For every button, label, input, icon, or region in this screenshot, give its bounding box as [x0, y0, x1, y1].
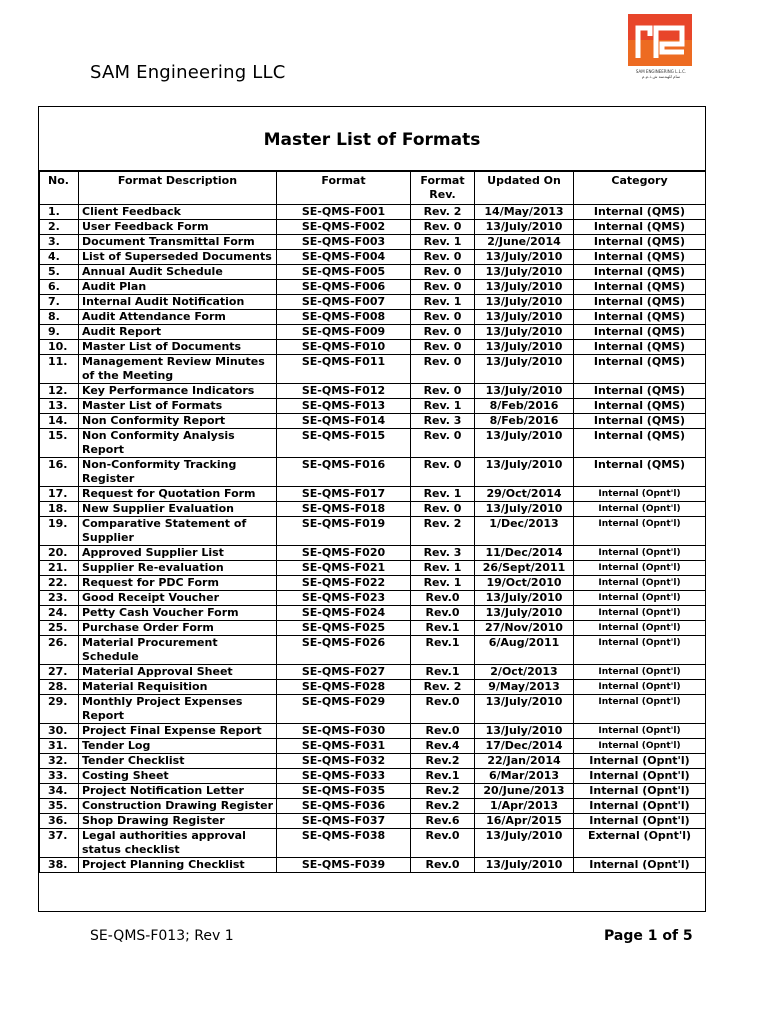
format-code: SE-QMS-F030 [277, 724, 411, 739]
table-row [40, 205, 706, 220]
format-description: Audit Report [79, 325, 277, 340]
updated-on: 22/Jan/2014 [475, 754, 574, 769]
format-description: Non Conformity Analysis Report [79, 429, 277, 458]
format-revision: Rev. 0 [411, 325, 475, 340]
category: Internal (QMS) [574, 399, 706, 414]
table-row [40, 754, 706, 769]
format-revision: Rev. 0 [411, 250, 475, 265]
format-code: SE-QMS-F032 [277, 754, 411, 769]
table-row [40, 220, 706, 235]
format-code: SE-QMS-F027 [277, 665, 411, 680]
table-row [40, 517, 706, 546]
format-code: SE-QMS-F011 [277, 355, 411, 384]
row-number: 19. [40, 517, 79, 546]
format-description: Internal Audit Notification [79, 295, 277, 310]
table-row [40, 680, 706, 695]
row-number: 36. [40, 814, 79, 829]
format-revision: Rev.0 [411, 695, 475, 724]
format-revision: Rev. 0 [411, 265, 475, 280]
format-description: Project Final Expense Report [79, 724, 277, 739]
format-code: SE-QMS-F020 [277, 546, 411, 561]
format-code: SE-QMS-F016 [277, 458, 411, 487]
table-row [40, 355, 706, 384]
category: Internal (Opnt'l) [574, 858, 706, 873]
column-header-description: Format Description [79, 172, 277, 205]
category: Internal (Opnt'l) [574, 591, 706, 606]
format-description: Project Notification Letter [79, 784, 277, 799]
row-number: 10. [40, 340, 79, 355]
format-code: SE-QMS-F005 [277, 265, 411, 280]
updated-on: 11/Dec/2014 [475, 546, 574, 561]
format-revision: Rev. 3 [411, 414, 475, 429]
updated-on: 13/July/2010 [475, 591, 574, 606]
category: Internal (QMS) [574, 265, 706, 280]
updated-on: 13/July/2010 [475, 695, 574, 724]
updated-on: 13/July/2010 [475, 265, 574, 280]
format-revision: Rev. 1 [411, 561, 475, 576]
format-code: SE-QMS-F018 [277, 502, 411, 517]
row-number: 22. [40, 576, 79, 591]
format-description: Material Procurement Schedule [79, 636, 277, 665]
updated-on: 8/Feb/2016 [475, 414, 574, 429]
format-revision: Rev.1 [411, 636, 475, 665]
updated-on: 13/July/2010 [475, 384, 574, 399]
row-number: 7. [40, 295, 79, 310]
category: Internal (Opnt'l) [574, 665, 706, 680]
table-row [40, 502, 706, 517]
format-revision: Rev. 1 [411, 295, 475, 310]
table-row [40, 325, 706, 340]
category: Internal (Opnt'l) [574, 754, 706, 769]
category: Internal (Opnt'l) [574, 636, 706, 665]
row-number: 28. [40, 680, 79, 695]
updated-on: 20/June/2013 [475, 784, 574, 799]
format-code: SE-QMS-F003 [277, 235, 411, 250]
format-description: Purchase Order Form [79, 621, 277, 636]
category: Internal (QMS) [574, 310, 706, 325]
format-description: Request for Quotation Form [79, 487, 277, 502]
category: Internal (Opnt'l) [574, 799, 706, 814]
format-revision: Rev. 2 [411, 205, 475, 220]
format-revision: Rev.0 [411, 724, 475, 739]
updated-on: 2/Oct/2013 [475, 665, 574, 680]
table-row [40, 458, 706, 487]
format-revision: Rev. 3 [411, 546, 475, 561]
format-code: SE-QMS-F036 [277, 799, 411, 814]
table-row [40, 235, 706, 250]
format-description: Master List of Formats [79, 399, 277, 414]
table-row [40, 384, 706, 399]
format-description: Petty Cash Voucher Form [79, 606, 277, 621]
row-number: 25. [40, 621, 79, 636]
format-code: SE-QMS-F033 [277, 769, 411, 784]
column-header-format-rev: Format Rev. [411, 172, 475, 205]
category: Internal (QMS) [574, 295, 706, 310]
table-row [40, 695, 706, 724]
format-code: SE-QMS-F022 [277, 576, 411, 591]
column-header-updated-on: Updated On [475, 172, 574, 205]
format-revision: Rev. 0 [411, 340, 475, 355]
format-code: SE-QMS-F031 [277, 739, 411, 754]
format-revision: Rev. 1 [411, 576, 475, 591]
row-number: 37. [40, 829, 79, 858]
format-code: SE-QMS-F010 [277, 340, 411, 355]
row-number: 26. [40, 636, 79, 665]
category: Internal (QMS) [574, 280, 706, 295]
format-description: Good Receipt Voucher [79, 591, 277, 606]
updated-on: 29/Oct/2014 [475, 487, 574, 502]
format-revision: Rev.2 [411, 799, 475, 814]
logo-caption: SAM ENGINEERING L.L.C. سام للهندسة ش.ذ.م.م [635, 69, 687, 79]
formats-table [39, 171, 706, 873]
column-header-format: Format [277, 172, 411, 205]
category: Internal (QMS) [574, 325, 706, 340]
format-description: Non Conformity Report [79, 414, 277, 429]
row-number: 5. [40, 265, 79, 280]
format-revision: Rev. 0 [411, 310, 475, 325]
format-description: Audit Attendance Form [79, 310, 277, 325]
format-description: Approved Supplier List [79, 546, 277, 561]
format-description: Legal authorities approval status checklist [79, 829, 277, 858]
category: Internal (Opnt'l) [574, 769, 706, 784]
updated-on: 13/July/2010 [475, 606, 574, 621]
row-number: 29. [40, 695, 79, 724]
format-description: Key Performance Indicators [79, 384, 277, 399]
table-row [40, 414, 706, 429]
format-description: Annual Audit Schedule [79, 265, 277, 280]
table-row [40, 250, 706, 265]
format-revision: Rev. 0 [411, 220, 475, 235]
category: Internal (Opnt'l) [574, 517, 706, 546]
format-code: SE-QMS-F023 [277, 591, 411, 606]
format-code: SE-QMS-F006 [277, 280, 411, 295]
row-number: 33. [40, 769, 79, 784]
format-revision: Rev. 1 [411, 399, 475, 414]
format-code: SE-QMS-F029 [277, 695, 411, 724]
table-row [40, 576, 706, 591]
category: Internal (Opnt'l) [574, 814, 706, 829]
category: Internal (QMS) [574, 384, 706, 399]
format-description: Tender Log [79, 739, 277, 754]
table-row [40, 295, 706, 310]
company-name: SAM Engineering LLC [90, 62, 286, 83]
format-description: Client Feedback [79, 205, 277, 220]
table-row [40, 487, 706, 502]
row-number: 16. [40, 458, 79, 487]
table-row [40, 340, 706, 355]
format-revision: Rev.2 [411, 784, 475, 799]
updated-on: 26/Sept/2011 [475, 561, 574, 576]
format-code: SE-QMS-F035 [277, 784, 411, 799]
format-description: Document Transmittal Form [79, 235, 277, 250]
table-row [40, 546, 706, 561]
format-code: SE-QMS-F007 [277, 295, 411, 310]
table-row [40, 784, 706, 799]
updated-on: 14/May/2013 [475, 205, 574, 220]
category: Internal (Opnt'l) [574, 576, 706, 591]
updated-on: 13/July/2010 [475, 429, 574, 458]
format-revision: Rev. 0 [411, 458, 475, 487]
row-number: 24. [40, 606, 79, 621]
column-header-no: No. [40, 172, 79, 205]
row-number: 14. [40, 414, 79, 429]
format-revision: Rev.4 [411, 739, 475, 754]
updated-on: 13/July/2010 [475, 280, 574, 295]
row-number: 30. [40, 724, 79, 739]
row-number: 38. [40, 858, 79, 873]
format-description: Material Approval Sheet [79, 665, 277, 680]
table-row [40, 265, 706, 280]
format-code: SE-QMS-F014 [277, 414, 411, 429]
table-row [40, 724, 706, 739]
row-number: 17. [40, 487, 79, 502]
format-code: SE-QMS-F037 [277, 814, 411, 829]
format-description: Material Requisition [79, 680, 277, 695]
footer-page-number: Page 1 of 5 [604, 928, 693, 944]
updated-on: 6/Aug/2011 [475, 636, 574, 665]
format-revision: Rev.1 [411, 769, 475, 784]
format-revision: Rev. 2 [411, 680, 475, 695]
format-revision: Rev.0 [411, 858, 475, 873]
format-description: Shop Drawing Register [79, 814, 277, 829]
footer-doc-ref: SE-QMS-F013; Rev 1 [90, 928, 234, 944]
row-number: 6. [40, 280, 79, 295]
table-row [40, 280, 706, 295]
category: Internal (Opnt'l) [574, 784, 706, 799]
table-row [40, 814, 706, 829]
format-revision: Rev.6 [411, 814, 475, 829]
format-description: New Supplier Evaluation [79, 502, 277, 517]
table-row [40, 399, 706, 414]
updated-on: 6/Mar/2013 [475, 769, 574, 784]
format-revision: Rev. 0 [411, 502, 475, 517]
updated-on: 13/July/2010 [475, 250, 574, 265]
table-row [40, 606, 706, 621]
format-code: SE-QMS-F024 [277, 606, 411, 621]
updated-on: 8/Feb/2016 [475, 399, 574, 414]
updated-on: 2/June/2014 [475, 235, 574, 250]
format-code: SE-QMS-F002 [277, 220, 411, 235]
updated-on: 13/July/2010 [475, 829, 574, 858]
company-logo-icon [628, 14, 692, 66]
category: Internal (QMS) [574, 250, 706, 265]
table-row [40, 310, 706, 325]
table-row [40, 769, 706, 784]
updated-on: 27/Nov/2010 [475, 621, 574, 636]
updated-on: 19/Oct/2010 [475, 576, 574, 591]
format-code: SE-QMS-F028 [277, 680, 411, 695]
format-revision: Rev.1 [411, 621, 475, 636]
updated-on: 13/July/2010 [475, 340, 574, 355]
category: Internal (QMS) [574, 205, 706, 220]
row-number: 15. [40, 429, 79, 458]
format-revision: Rev.2 [411, 754, 475, 769]
table-row [40, 858, 706, 873]
category: Internal (Opnt'l) [574, 606, 706, 621]
row-number: 27. [40, 665, 79, 680]
format-code: SE-QMS-F012 [277, 384, 411, 399]
format-description: User Feedback Form [79, 220, 277, 235]
format-description: Request for PDC Form [79, 576, 277, 591]
format-description: Costing Sheet [79, 769, 277, 784]
format-code: SE-QMS-F025 [277, 621, 411, 636]
table-row [40, 636, 706, 665]
format-description: Monthly Project Expenses Report [79, 695, 277, 724]
category: Internal (QMS) [574, 414, 706, 429]
table-row [40, 739, 706, 754]
row-number: 23. [40, 591, 79, 606]
updated-on: 16/Apr/2015 [475, 814, 574, 829]
row-number: 4. [40, 250, 79, 265]
updated-on: 13/July/2010 [475, 220, 574, 235]
updated-on: 13/July/2010 [475, 325, 574, 340]
format-revision: Rev.0 [411, 591, 475, 606]
row-number: 12. [40, 384, 79, 399]
category: Internal (Opnt'l) [574, 502, 706, 517]
table-row [40, 429, 706, 458]
updated-on: 13/July/2010 [475, 502, 574, 517]
row-number: 20. [40, 546, 79, 561]
format-code: SE-QMS-F004 [277, 250, 411, 265]
updated-on: 13/July/2010 [475, 295, 574, 310]
category: Internal (QMS) [574, 429, 706, 458]
format-description: Supplier Re-evaluation [79, 561, 277, 576]
format-code: SE-QMS-F021 [277, 561, 411, 576]
format-description: Tender Checklist [79, 754, 277, 769]
category: Internal (QMS) [574, 458, 706, 487]
format-code: SE-QMS-F026 [277, 636, 411, 665]
category: Internal (Opnt'l) [574, 695, 706, 724]
row-number: 21. [40, 561, 79, 576]
format-code: SE-QMS-F008 [277, 310, 411, 325]
row-number: 9. [40, 325, 79, 340]
row-number: 3. [40, 235, 79, 250]
format-description: Management Review Minutes of the Meeting [79, 355, 277, 384]
updated-on: 13/July/2010 [475, 355, 574, 384]
category: Internal (Opnt'l) [574, 561, 706, 576]
row-number: 2. [40, 220, 79, 235]
format-revision: Rev. 0 [411, 429, 475, 458]
category: Internal (QMS) [574, 340, 706, 355]
table-row [40, 591, 706, 606]
column-header-category: Category [574, 172, 706, 205]
updated-on: 1/Dec/2013 [475, 517, 574, 546]
row-number: 32. [40, 754, 79, 769]
updated-on: 1/Apr/2013 [475, 799, 574, 814]
format-description: Audit Plan [79, 280, 277, 295]
category: Internal (Opnt'l) [574, 739, 706, 754]
format-revision: Rev.0 [411, 829, 475, 858]
table-row [40, 829, 706, 858]
table-row [40, 621, 706, 636]
format-description: Project Planning Checklist [79, 858, 277, 873]
format-revision: Rev. 2 [411, 517, 475, 546]
format-revision: Rev. 0 [411, 384, 475, 399]
row-number: 18. [40, 502, 79, 517]
category: Internal (Opnt'l) [574, 546, 706, 561]
format-code: SE-QMS-F039 [277, 858, 411, 873]
updated-on: 13/July/2010 [475, 858, 574, 873]
table-row [40, 665, 706, 680]
row-number: 31. [40, 739, 79, 754]
format-code: SE-QMS-F038 [277, 829, 411, 858]
format-description: Comparative Statement of Supplier [79, 517, 277, 546]
format-code: SE-QMS-F017 [277, 487, 411, 502]
format-code: SE-QMS-F019 [277, 517, 411, 546]
format-code: SE-QMS-F009 [277, 325, 411, 340]
category: Internal (QMS) [574, 235, 706, 250]
updated-on: 13/July/2010 [475, 310, 574, 325]
updated-on: 13/July/2010 [475, 724, 574, 739]
row-number: 13. [40, 399, 79, 414]
table-header-row [40, 172, 706, 205]
format-description: Non-Conformity Tracking Register [79, 458, 277, 487]
updated-on: 9/May/2013 [475, 680, 574, 695]
row-number: 35. [40, 799, 79, 814]
category: Internal (Opnt'l) [574, 680, 706, 695]
updated-on: 17/Dec/2014 [475, 739, 574, 754]
row-number: 34. [40, 784, 79, 799]
format-code: SE-QMS-F013 [277, 399, 411, 414]
category: Internal (Opnt'l) [574, 724, 706, 739]
category: Internal (Opnt'l) [574, 487, 706, 502]
format-revision: Rev.0 [411, 606, 475, 621]
format-revision: Rev.1 [411, 665, 475, 680]
format-description: Master List of Documents [79, 340, 277, 355]
format-revision: Rev. 1 [411, 235, 475, 250]
row-number: 11. [40, 355, 79, 384]
format-description: Construction Drawing Register [79, 799, 277, 814]
row-number: 1. [40, 205, 79, 220]
format-list-frame [38, 106, 706, 912]
category: Internal (QMS) [574, 355, 706, 384]
format-code: SE-QMS-F015 [277, 429, 411, 458]
category: Internal (Opnt'l) [574, 621, 706, 636]
format-description: List of Superseded Documents [79, 250, 277, 265]
format-revision: Rev. 0 [411, 355, 475, 384]
format-revision: Rev. 0 [411, 280, 475, 295]
table-row [40, 799, 706, 814]
category: Internal (QMS) [574, 220, 706, 235]
document-title: Master List of Formats [39, 107, 705, 171]
table-row [40, 561, 706, 576]
format-code: SE-QMS-F001 [277, 205, 411, 220]
row-number: 8. [40, 310, 79, 325]
updated-on: 13/July/2010 [475, 458, 574, 487]
category: External (Opnt'l) [574, 829, 706, 858]
format-revision: Rev. 1 [411, 487, 475, 502]
